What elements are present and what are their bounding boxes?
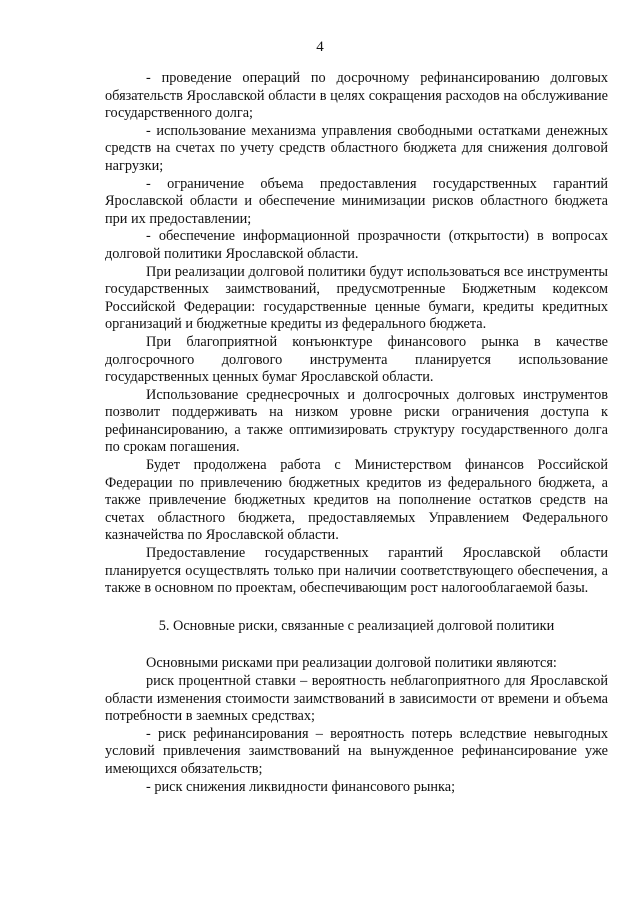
- paragraph: Будет продолжена работа с Министерством финансов Российской Федерации по привлечению бюджетных кредитов из федерального бюджета, а также привлечение бюджетных кредитов на пополнение остатков средств на счетах областного бюджета, предоставляемых Управлением Федерального казначейства по Ярославской области.: [105, 457, 608, 544]
- paragraph: Использование среднесрочных и долгосрочных долговых инструментов позволит поддерживать на низком уровне риски ограничения доступа к рефинансированию, а также оптимизировать структуру государственного долга по срокам погашения.: [105, 386, 608, 456]
- document-body: [105, 70, 608, 796]
- paragraph: При благоприятной конъюнктуре финансового рынка в качестве долгосрочного долгового инструмента планируется использование государственных ценных бумаг Ярославской области.: [105, 333, 608, 386]
- paragraph: риск процентной ставки – вероятность неблагоприятного для Ярославской области изменения стоимости заимствований в зависимости от времени и объема потребности в заемных средствах;: [105, 673, 608, 725]
- paragraph: При реализации долговой политики будут использоваться все инструменты государственных заимствований, предусмотренные Бюджетным кодексом Российской Федерации: государственные ценные бумаги, кредиты кредитных организаций и бюджетные кредиты из федерального бюджета.: [105, 263, 608, 333]
- paragraph: - обеспечение информационной прозрачности (открытости) в вопросах долговой политики Ярославской области.: [105, 228, 608, 262]
- paragraph: - риск снижения ликвидности финансового рынка;: [146, 778, 456, 795]
- paragraph: - ограничение объема предоставления государственных гарантий Ярославской области и обеспечение минимизации рисков областного бюджета при их предоставлении;: [105, 175, 608, 227]
- page-number: 4: [316, 39, 324, 55]
- paragraph: - риск рефинансирования – вероятность потерь вследствие невыгодных условий привлечения заимствований на вынужденное рефинансирование уже имеющихся обязательств;: [105, 725, 608, 777]
- paragraph: - использование механизма управления свободными остатками денежных средств на счетах по учету средств областного бюджета для снижения долговой нагрузки;: [105, 122, 608, 174]
- paragraph: Предоставление государственных гарантий Ярославской области планируется осуществлять только при наличии соответствующего обеспечения, а также в основном по проектам, обеспечивающим рост налогооблагаемой базы.: [105, 545, 608, 597]
- paragraph: Основными рисками при реализации долговой политики являются:: [146, 655, 557, 672]
- section-heading: 5. Основные риски, связанные с реализацией долговой политики: [158, 617, 555, 634]
- paragraph: - проведение операций по досрочному рефинансированию долговых обязательств Ярославской области в целях сокращения расходов на обслуживание государственного долга;: [105, 70, 608, 122]
